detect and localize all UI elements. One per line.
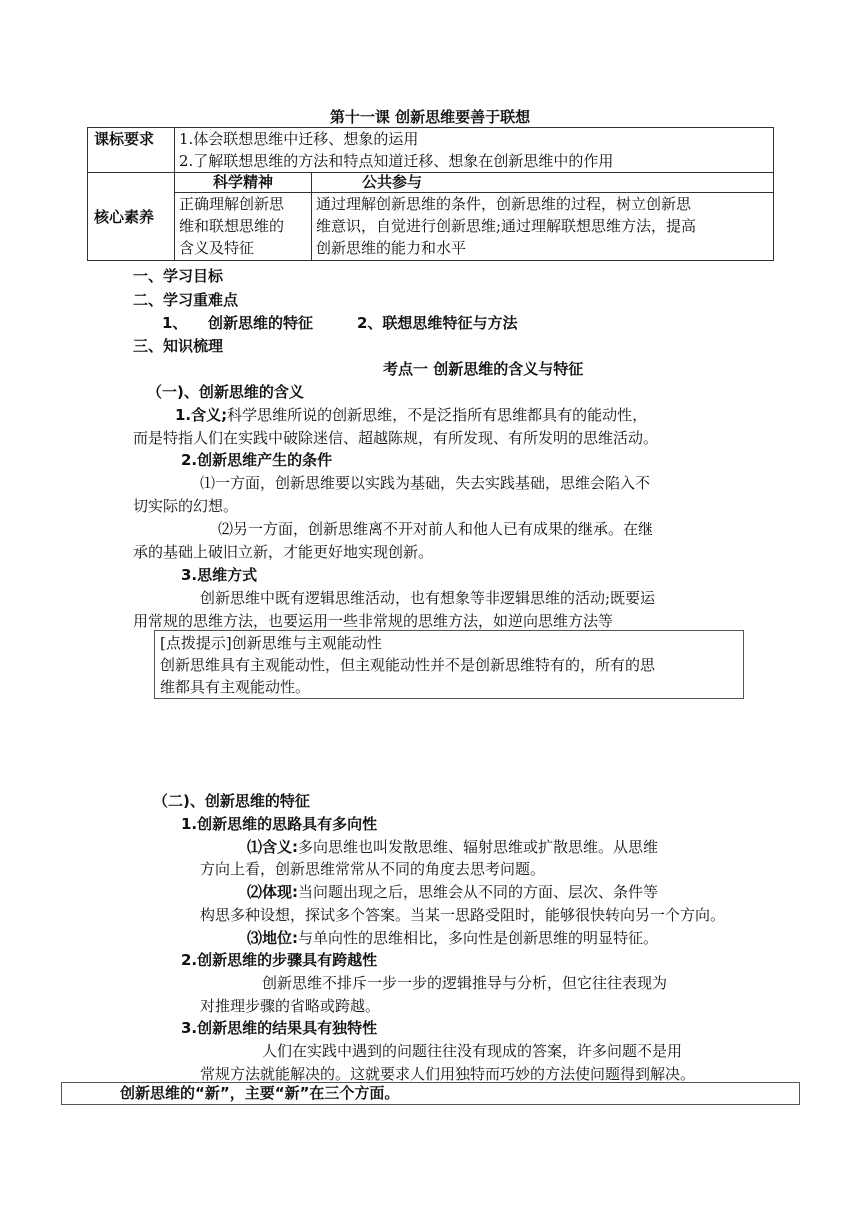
science-cell: [175, 193, 312, 261]
curriculum-table: [87, 127, 774, 261]
feature-3-heading: 3.创新思维的结果具有独特性: [181, 1019, 378, 1037]
feature-3-text: 人们在实践中遇到的问题往往没有现成的答案，许多问题不是用: [262, 1042, 683, 1060]
tip-line: 创新思维具有主观能动性，但主观能动性并不是创新思维特有的，所有的思: [160, 656, 656, 674]
feature-1-meaning-label: ⑴含义:: [247, 838, 298, 856]
feature-1-status: [247, 927, 658, 949]
requirement-2: 2.了解联想思维的方法和特点知道迁移、想象在创新思维中的作用: [179, 152, 614, 170]
thinking-mode-text: 创新思维中既有逻辑思维活动，也有想象等非逻辑思维的活动;既要运: [200, 589, 656, 607]
feature-1-status-text: 与单向性的思维相比，多向性是创新思维的明显特征。: [298, 929, 659, 947]
feature-1-meaning-cont: 方向上看，创新思维常常从不同的角度去思考问题。: [200, 860, 546, 878]
page-title: 第十一课 创新思维要善于联想: [329, 108, 531, 126]
tip-line: 维都具有主观能动性。: [160, 678, 311, 696]
col-header-public: 公共参与: [312, 173, 774, 193]
feature-1-heading: 1.创新思维的思路具有多向性: [181, 815, 378, 833]
requirement-1: 1.体会联想思维中迁移、想象的运用: [179, 130, 419, 148]
col-header-science: 科学精神: [175, 173, 312, 193]
condition-2: ⑵另一方面，创新思维离不开对前人和他人已有成果的继承。在继: [218, 520, 654, 538]
keypoint-number: 1、: [162, 314, 188, 332]
public-line: 通过理解创新思维的条件，创新思维的过程，树立创新思: [316, 195, 692, 213]
meaning-text: 科学思维所说的创新思维，不是泛指所有思维都具有的能动性，: [227, 406, 648, 424]
public-line: 创新思维的能力和水平: [316, 239, 467, 257]
public-cell: [312, 193, 774, 261]
meaning-paragraph: [175, 404, 647, 426]
tip-box: [154, 630, 744, 699]
public-line: 维意识，自觉进行创新思维;通过理解联想思维方法，提高: [316, 217, 697, 235]
science-line: 正确理解创新思: [179, 195, 285, 213]
feature-2-cont: 对推理步骤的省略或跨越。: [200, 997, 381, 1015]
feature-2-text: 创新思维不排斥一步一步的逻辑推导与分析，但它往往表现为: [262, 974, 668, 992]
meaning-label: 1.含义;: [175, 406, 228, 424]
row-header-requirements: 课标要求: [88, 128, 175, 173]
condition-heading: 2.创新思维产生的条件: [181, 451, 333, 469]
feature-1-embodiment: [247, 881, 658, 903]
feature-1-embodiment-text: 当问题出现之后，思维会从不同的方面、层次、条件等: [298, 883, 659, 901]
topic-heading: 考点一 创新思维的含义与特征: [383, 360, 584, 378]
feature-1-meaning-text: 多向思维也叫发散思维、辐射思维或扩散思维。从思维: [298, 838, 659, 856]
feature-1-embodiment-label: ⑵体现:: [247, 883, 298, 901]
keypoint-1: 创新思维的特征: [208, 314, 314, 332]
science-line: 维和联想思维的: [179, 217, 285, 235]
thinking-mode-cont: 用常规的思维方法，也要运用一些非常规的思维方法，如逆向思维方法等: [133, 612, 614, 630]
section-heading: 二、学习重难点: [133, 291, 239, 309]
condition-1-cont: 切实际的幻想。: [133, 497, 239, 515]
subsection-heading: （二)、创新思维的特征: [153, 792, 310, 810]
subsection-heading: （一)、创新思维的含义: [147, 383, 304, 401]
section-heading: 一、学习目标: [133, 267, 224, 285]
keypoint-2: 2、联想思维特征与方法: [357, 314, 518, 332]
bottom-box-text: 创新思维的“新”，主要“新”在三个方面。: [120, 1084, 400, 1102]
tip-title: [点拨提示]创新思维与主观能动性: [160, 634, 382, 652]
condition-1: ⑴一方面，创新思维要以实践为基础，失去实践基础，思维会陷入不: [200, 474, 651, 492]
section-heading: 三、知识梳理: [133, 337, 224, 355]
feature-1-status-label: ⑶地位:: [247, 929, 298, 947]
feature-1-meaning: [247, 836, 658, 858]
row-header-core-literacy: 核心素养: [88, 173, 175, 261]
meaning-text-cont: 而是特指人们在实践中破除迷信、超越陈规，有所发现、有所发明的思维活动。: [133, 429, 659, 447]
feature-3-cont: 常规方法就能解决的。这就要求人们用独特而巧妙的方法使问题得到解决。: [200, 1065, 696, 1083]
science-line: 含义及特征: [179, 239, 255, 257]
bottom-box: [61, 1082, 800, 1105]
feature-2-heading: 2.创新思维的步骤具有跨越性: [181, 951, 378, 969]
feature-1-embodiment-cont: 构思多种设想，探试多个答案。当某一思路受阻时，能够很快转向另一个方向。: [200, 906, 726, 924]
requirements-cell: [175, 128, 774, 173]
thinking-mode-heading: 3.思维方式: [181, 566, 258, 584]
condition-2-cont: 承的基础上破旧立新，才能更好地实现创新。: [133, 543, 434, 561]
